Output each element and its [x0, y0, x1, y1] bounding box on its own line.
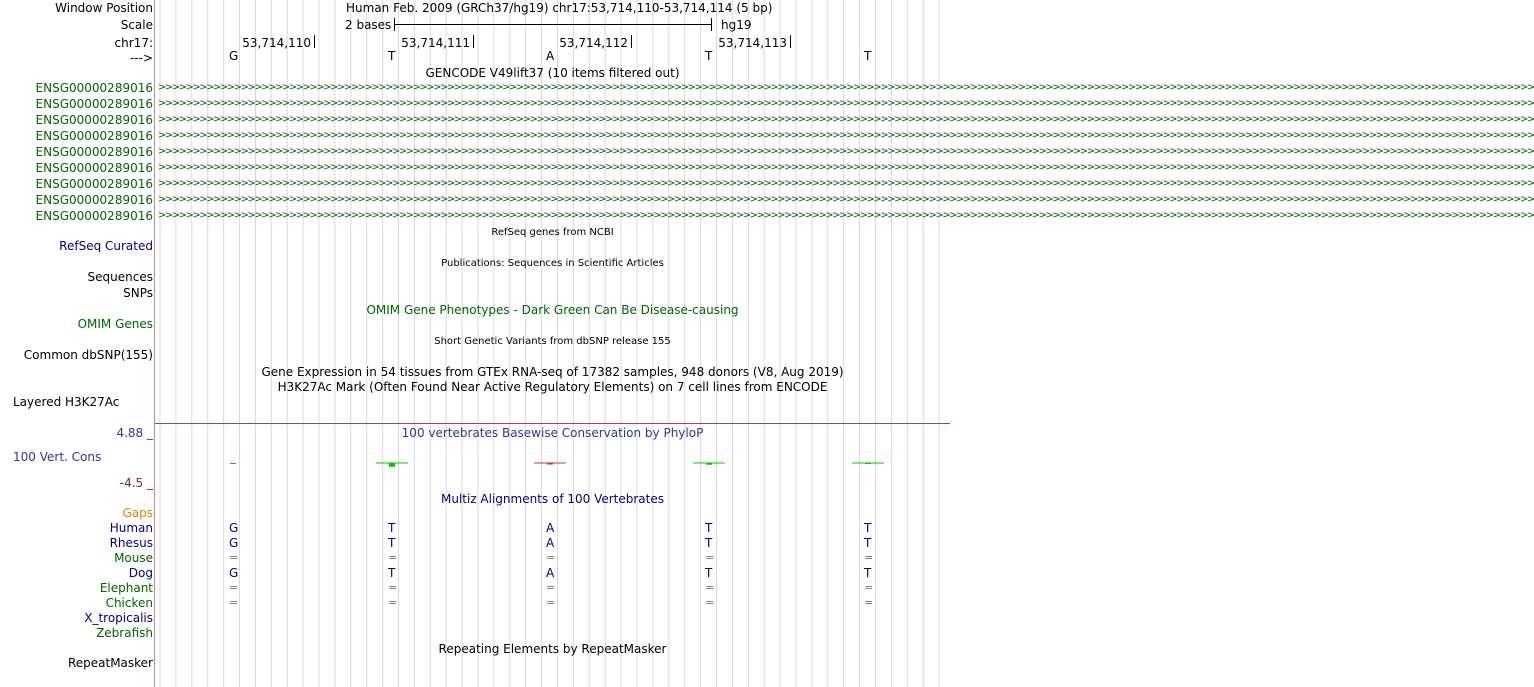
species-label[interactable]: X_tropicalis [84, 611, 153, 625]
gencode-gene-label[interactable]: ENSG00000289016 [35, 145, 153, 159]
alignment-base: = [546, 551, 556, 564]
gencode-gene-feature[interactable]: >>>>>>>>>>>>>>>>>>>>>>>>>>>>>>>>>>>>>>>>>>>>>>>>>>>>>>>>>>>>>>>>>>>>>>>>>>>>>>>>>>>>>>>>>>>>>>>>>>>>>>>>>>>>>>>>>>>>>>>>>>>>>>>>>>>>>>>>>>>>>>>>>>>>>>>>>>>>>>>>>>>>>>>>>>>>>>>>>>>>>>>>>>>>>>>>>>>>>>>> [158, 98, 1534, 109]
alignment-base: = [229, 551, 239, 564]
h3k27ac-track-title: H3K27Ac Mark (Often Found Near Active Regulatory Elements) on 7 cell lines from ENCODE [277, 380, 828, 394]
gencode-gene-feature[interactable]: >>>>>>>>>>>>>>>>>>>>>>>>>>>>>>>>>>>>>>>>>>>>>>>>>>>>>>>>>>>>>>>>>>>>>>>>>>>>>>>>>>>>>>>>>>>>>>>>>>>>>>>>>>>>>>>>>>>>>>>>>>>>>>>>>>>>>>>>>>>>>>>>>>>>>>>>>>>>>>>>>>>>>>>>>>>>>>>>>>>>>>>>>>>>>>>>>>>>>>>> [158, 178, 1534, 189]
h3k27ac-label[interactable]: Layered H3K27Ac [13, 395, 120, 409]
publications-track-title: Publications: Sequences in Scientific Articles [441, 258, 664, 269]
species-label[interactable]: Human [109, 521, 153, 535]
omim-label[interactable]: OMIM Genes [77, 317, 153, 331]
position-tick [631, 35, 632, 48]
gencode-gene-label[interactable]: ENSG00000289016 [35, 129, 153, 143]
position-tick-label: 53,714,113 [718, 36, 787, 50]
species-label[interactable]: Gaps [122, 506, 153, 520]
chrom-label: chr17: [114, 36, 153, 50]
gencode-gene-label[interactable]: ENSG00000289016 [35, 177, 153, 191]
alignment-base: T [705, 566, 713, 580]
reference-base: G [229, 49, 239, 63]
alignment-base: = [705, 581, 715, 594]
short-variants-track-title: Short Genetic Variants from dbSNP release 155 [434, 336, 671, 347]
alignment-base: = [229, 596, 239, 609]
species-label[interactable]: Zebrafish [96, 626, 153, 640]
alignment-base: G [229, 566, 239, 580]
alignment-base: T [388, 566, 396, 580]
position-tick-label: 53,714,112 [559, 36, 628, 50]
gencode-gene-label[interactable]: ENSG00000289016 [35, 113, 153, 127]
alignment-base: A [546, 536, 555, 550]
snps-label[interactable]: SNPs [123, 286, 153, 300]
alignment-base: = [705, 596, 715, 609]
position-tick-label: 53,714,110 [242, 36, 311, 50]
scale-label: Scale [120, 18, 153, 32]
conservation-bar [230, 463, 236, 464]
species-label[interactable]: Mouse [114, 551, 153, 565]
reference-base: A [546, 49, 555, 63]
gencode-gene-feature[interactable]: >>>>>>>>>>>>>>>>>>>>>>>>>>>>>>>>>>>>>>>>>>>>>>>>>>>>>>>>>>>>>>>>>>>>>>>>>>>>>>>>>>>>>>>>>>>>>>>>>>>>>>>>>>>>>>>>>>>>>>>>>>>>>>>>>>>>>>>>>>>>>>>>>>>>>>>>>>>>>>>>>>>>>>>>>>>>>>>>>>>>>>>>>>>>>>>>>>>>>>>> [158, 194, 1534, 205]
alignment-base: A [546, 566, 555, 580]
gencode-track-title: GENCODE V49lift37 (10 items filtered out) [425, 66, 680, 80]
alignment-base: = [864, 581, 874, 594]
species-label[interactable]: Rhesus [109, 536, 153, 550]
dbsnp-label[interactable]: Common dbSNP(155) [23, 348, 153, 362]
alignment-base: G [229, 521, 239, 535]
alignment-base: T [388, 536, 396, 550]
gencode-gene-feature[interactable]: >>>>>>>>>>>>>>>>>>>>>>>>>>>>>>>>>>>>>>>>>>>>>>>>>>>>>>>>>>>>>>>>>>>>>>>>>>>>>>>>>>>>>>>>>>>>>>>>>>>>>>>>>>>>>>>>>>>>>>>>>>>>>>>>>>>>>>>>>>>>>>>>>>>>>>>>>>>>>>>>>>>>>>>>>>>>>>>>>>>>>>>>>>>>>>>>>>>>>>>> [158, 114, 1534, 125]
alignment-base: = [546, 581, 556, 594]
species-label[interactable]: Dog [128, 566, 153, 580]
gencode-gene-label[interactable]: ENSG00000289016 [35, 161, 153, 175]
scale-bar [394, 24, 712, 25]
reference-base: T [388, 49, 396, 63]
alignment-base: = [229, 581, 239, 594]
position-tick [473, 35, 474, 48]
alignment-base: = [864, 596, 874, 609]
species-label[interactable]: Elephant [99, 581, 153, 595]
scale-text: 2 bases [345, 18, 392, 32]
conservation-min-label: -4.5 _ [119, 476, 153, 490]
reference-base: T [864, 49, 872, 63]
alignment-base: = [388, 596, 398, 609]
gencode-gene-feature[interactable]: >>>>>>>>>>>>>>>>>>>>>>>>>>>>>>>>>>>>>>>>>>>>>>>>>>>>>>>>>>>>>>>>>>>>>>>>>>>>>>>>>>>>>>>>>>>>>>>>>>>>>>>>>>>>>>>>>>>>>>>>>>>>>>>>>>>>>>>>>>>>>>>>>>>>>>>>>>>>>>>>>>>>>>>>>>>>>>>>>>>>>>>>>>>>>>>>>>>>>>>> [158, 130, 1534, 141]
gencode-gene-feature[interactable]: >>>>>>>>>>>>>>>>>>>>>>>>>>>>>>>>>>>>>>>>>>>>>>>>>>>>>>>>>>>>>>>>>>>>>>>>>>>>>>>>>>>>>>>>>>>>>>>>>>>>>>>>>>>>>>>>>>>>>>>>>>>>>>>>>>>>>>>>>>>>>>>>>>>>>>>>>>>>>>>>>>>>>>>>>>>>>>>>>>>>>>>>>>>>>>>>>>>>>>>> [158, 82, 1534, 93]
alignment-base: = [388, 551, 398, 564]
h3k27ac-baseline [155, 423, 950, 424]
assembly-label: hg19 [721, 18, 752, 32]
refseq-label[interactable]: RefSeq Curated [59, 239, 153, 253]
gencode-gene-label[interactable]: ENSG00000289016 [35, 209, 153, 223]
multiz-track-title: Multiz Alignments of 100 Vertebrates [440, 492, 665, 506]
conservation-plot [156, 446, 950, 486]
position-tick-label: 53,714,111 [401, 36, 470, 50]
gencode-gene-feature[interactable]: >>>>>>>>>>>>>>>>>>>>>>>>>>>>>>>>>>>>>>>>>>>>>>>>>>>>>>>>>>>>>>>>>>>>>>>>>>>>>>>>>>>>>>>>>>>>>>>>>>>>>>>>>>>>>>>>>>>>>>>>>>>>>>>>>>>>>>>>>>>>>>>>>>>>>>>>>>>>>>>>>>>>>>>>>>>>>>>>>>>>>>>>>>>>>>>>>>>>>>>> [158, 146, 1534, 157]
alignment-base: T [864, 566, 872, 580]
repeatmasker-track-title: Repeating Elements by RepeatMasker [438, 642, 667, 656]
conservation-bar [706, 463, 712, 465]
alignment-base: = [546, 596, 556, 609]
conservation-track-title: 100 vertebrates Basewise Conservation by PhyloP [401, 426, 704, 440]
alignment-base: T [705, 536, 713, 550]
strand-label: ---> [129, 51, 153, 65]
conservation-max-label: 4.88 _ [116, 426, 153, 440]
refseq-track-title: RefSeq genes from NCBI [491, 227, 614, 238]
conservation-bar [547, 463, 553, 465]
gencode-gene-label[interactable]: ENSG00000289016 [35, 193, 153, 207]
alignment-base: = [864, 551, 874, 564]
alignment-base: G [229, 536, 239, 550]
gencode-gene-label[interactable]: ENSG00000289016 [35, 81, 153, 95]
conservation-bar [865, 463, 871, 464]
alignment-base: = [705, 551, 715, 564]
alignment-base: T [705, 521, 713, 535]
gencode-gene-feature[interactable]: >>>>>>>>>>>>>>>>>>>>>>>>>>>>>>>>>>>>>>>>>>>>>>>>>>>>>>>>>>>>>>>>>>>>>>>>>>>>>>>>>>>>>>>>>>>>>>>>>>>>>>>>>>>>>>>>>>>>>>>>>>>>>>>>>>>>>>>>>>>>>>>>>>>>>>>>>>>>>>>>>>>>>>>>>>>>>>>>>>>>>>>>>>>>>>>>>>>>>>>> [158, 162, 1534, 173]
omim-track-title: OMIM Gene Phenotypes - Dark Green Can Be Disease-causing [366, 303, 739, 317]
alignment-base: = [388, 581, 398, 594]
scale-bar-right-cap [711, 18, 712, 31]
window-position-value[interactable]: Human Feb. 2009 (GRCh37/hg19) chr17:53,714,110-53,714,114 (5 bp) [346, 1, 773, 15]
gencode-gene-feature[interactable]: >>>>>>>>>>>>>>>>>>>>>>>>>>>>>>>>>>>>>>>>>>>>>>>>>>>>>>>>>>>>>>>>>>>>>>>>>>>>>>>>>>>>>>>>>>>>>>>>>>>>>>>>>>>>>>>>>>>>>>>>>>>>>>>>>>>>>>>>>>>>>>>>>>>>>>>>>>>>>>>>>>>>>>>>>>>>>>>>>>>>>>>>>>>>>>>>>>>>>>>> [158, 210, 1534, 221]
window-position-label: Window Position [55, 1, 153, 15]
gencode-gene-label[interactable]: ENSG00000289016 [35, 97, 153, 111]
position-tick [314, 35, 315, 48]
reference-base: T [705, 49, 713, 63]
conservation-label[interactable]: 100 Vert. Cons [13, 450, 102, 464]
alignment-base: T [388, 521, 396, 535]
alignment-base: T [864, 521, 872, 535]
alignment-base: A [546, 521, 555, 535]
sequences-label[interactable]: Sequences [87, 270, 153, 284]
repeatmasker-label[interactable]: RepeatMasker [67, 656, 153, 670]
conservation-bar [389, 463, 395, 467]
position-tick [790, 35, 791, 48]
gtex-track-title: Gene Expression in 54 tissues from GTEx RNA-seq of 17382 samples, 948 donors (V8, Aug 2019) [261, 365, 844, 379]
alignment-base: T [864, 536, 872, 550]
species-label[interactable]: Chicken [105, 596, 153, 610]
scale-bar-left-cap [394, 18, 395, 31]
